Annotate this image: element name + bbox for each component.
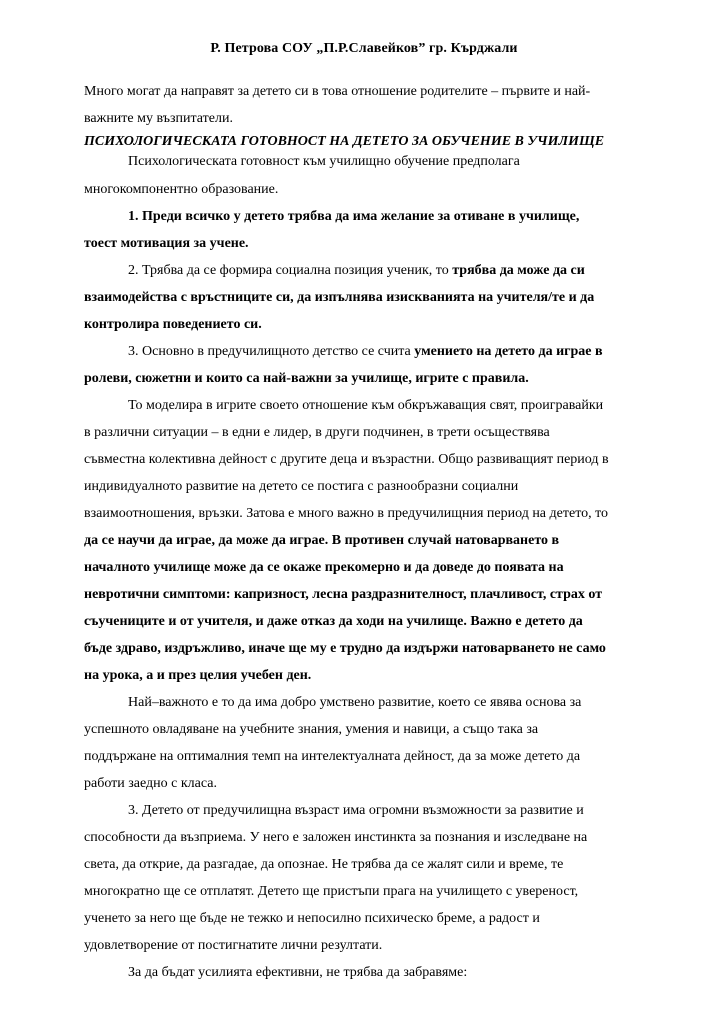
text-run: умението на детето да играе в <box>414 344 603 359</box>
text-run: За да бъдат усилията ефективни, не трябва да забравяме: <box>128 965 468 980</box>
text-run: Най–важното е то да има добро умствено развитие, което се явява основа за <box>128 695 582 710</box>
text-line <box>84 770 647 797</box>
text-run: на урока, а и през целия учебен ден. <box>84 668 312 683</box>
text-run: в различни ситуации – в едни е лидер, в други подчинен, в трети осъществява <box>84 425 550 440</box>
text-run: 2. Трябва да се формира социална позиция ученик, то <box>128 263 453 278</box>
text-run: многокомпонентно образование. <box>84 182 279 197</box>
text-line <box>84 78 647 105</box>
text-run: удовлетворение от постигнатите лични резултати. <box>84 938 383 953</box>
text-line <box>84 284 647 311</box>
text-run: Важно е детето да <box>466 614 583 629</box>
text-run: взаимодейства с връстниците си, да изпълнява изискванията на учителя/те и да <box>84 290 595 305</box>
text-run: съучениците и от учителя, и даже отказ да ходи на училище. <box>84 614 467 629</box>
text-line <box>84 257 647 284</box>
text-line <box>84 581 647 608</box>
text-run: 3. Детето от предучилищна възраст има огромни възможности за развитие и <box>128 803 584 818</box>
text-run: ПСИХОЛОГИЧЕСКАТА ГОТОВНОСТ НА ДЕТЕТО ЗА ОБУЧЕНИЕ В УЧИЛИЩЕ <box>84 134 605 149</box>
text-run: многократно ще се отплатят. Детето ще пристъпи прага на училището с увереност, <box>84 884 579 899</box>
text-line <box>84 932 647 959</box>
text-run: работи заедно с класа. <box>84 776 217 791</box>
text-line <box>84 500 647 527</box>
text-run: Много могат да направят за детето си в това отношение родителите – първите и най- <box>84 84 591 99</box>
text-line <box>84 824 647 851</box>
text-line <box>84 959 647 986</box>
text-run: да се научи да играе, да може да играе. В противен случай натоварването в <box>84 533 560 548</box>
text-run: тоест мотивация за учене. <box>84 236 249 251</box>
text-run: ролеви, сюжетни и които са най-важни за училище, игрите с правила. <box>84 371 529 386</box>
text-line <box>84 851 647 878</box>
text-run: контролира поведението си. <box>84 317 262 332</box>
page-header: Р. Петрова СОУ „П.Р.Славейков” гр. Кърджали <box>210 41 518 56</box>
text-line <box>84 446 647 473</box>
text-line <box>84 878 647 905</box>
text-run: важните му възпитатели. <box>84 111 233 126</box>
text-line <box>84 203 647 230</box>
text-line <box>84 608 647 635</box>
text-line <box>84 338 647 365</box>
text-run: съвместна колективна дейност с другите деца и възрастни. Общо развиващият период в <box>84 452 609 467</box>
text-line <box>84 105 647 132</box>
text-line <box>84 554 647 581</box>
text-line <box>84 419 647 446</box>
text-run: света, да открие, да разгадае, да опознае. Не трябва да се жалят сили и време, те <box>84 857 564 872</box>
text-run: То моделира в игрите своето отношение към обкръжаващия свят, проигравайки <box>128 398 604 413</box>
text-run: успешното овладяване на учебните знания, умения и навици, а също така за <box>84 722 539 737</box>
text-run: взаимоотношения, връзки. Затова е много важно в предучилищния период на детето, то <box>84 506 609 521</box>
text-run: ученето за него ще бъде не тежко и непосилно психическо бреме, а радост и <box>84 911 540 926</box>
text-run: индивидуалното развитие на детето се постига с разнообразни социални <box>84 479 519 494</box>
text-line <box>84 689 647 716</box>
text-line <box>84 716 647 743</box>
text-line <box>84 797 647 824</box>
text-run: 3. Основно в предучилищното детство се счита <box>128 344 415 359</box>
text-run: невротични симптоми: капризност, лесна раздразнителност, плачливост, страх от <box>84 587 603 602</box>
text-run: бъде здраво, издръжливо, иначе ще му е трудно да издържи натоварването не само <box>84 641 606 656</box>
text-run: трябва да може да си <box>452 263 585 278</box>
text-run: поддържане на оптималния темп на интелектуалната дейност, да за може детето да <box>84 749 581 764</box>
section-heading <box>84 132 647 152</box>
document-body <box>84 78 647 986</box>
text-run: 1. Преди всичко у детето трябва да има желание за отиване в училище, <box>128 209 580 224</box>
text-line <box>84 311 647 338</box>
text-line <box>84 365 647 392</box>
text-line <box>84 176 647 203</box>
text-line <box>84 635 647 662</box>
text-run: способности да възприема. У него е заложен инстинкта за познания и изследване на <box>84 830 588 845</box>
text-line <box>84 905 647 932</box>
text-line <box>84 152 647 176</box>
text-line <box>84 743 647 770</box>
text-line <box>84 527 647 554</box>
text-line <box>84 662 647 689</box>
text-line <box>84 473 647 500</box>
text-run: началното училище може да се окаже прекомерно и да доведе до появата на <box>84 560 564 575</box>
text-line <box>84 230 647 257</box>
text-line <box>84 392 647 419</box>
text-run: Психологическата готовност към училищно обучение предполага <box>128 154 520 169</box>
